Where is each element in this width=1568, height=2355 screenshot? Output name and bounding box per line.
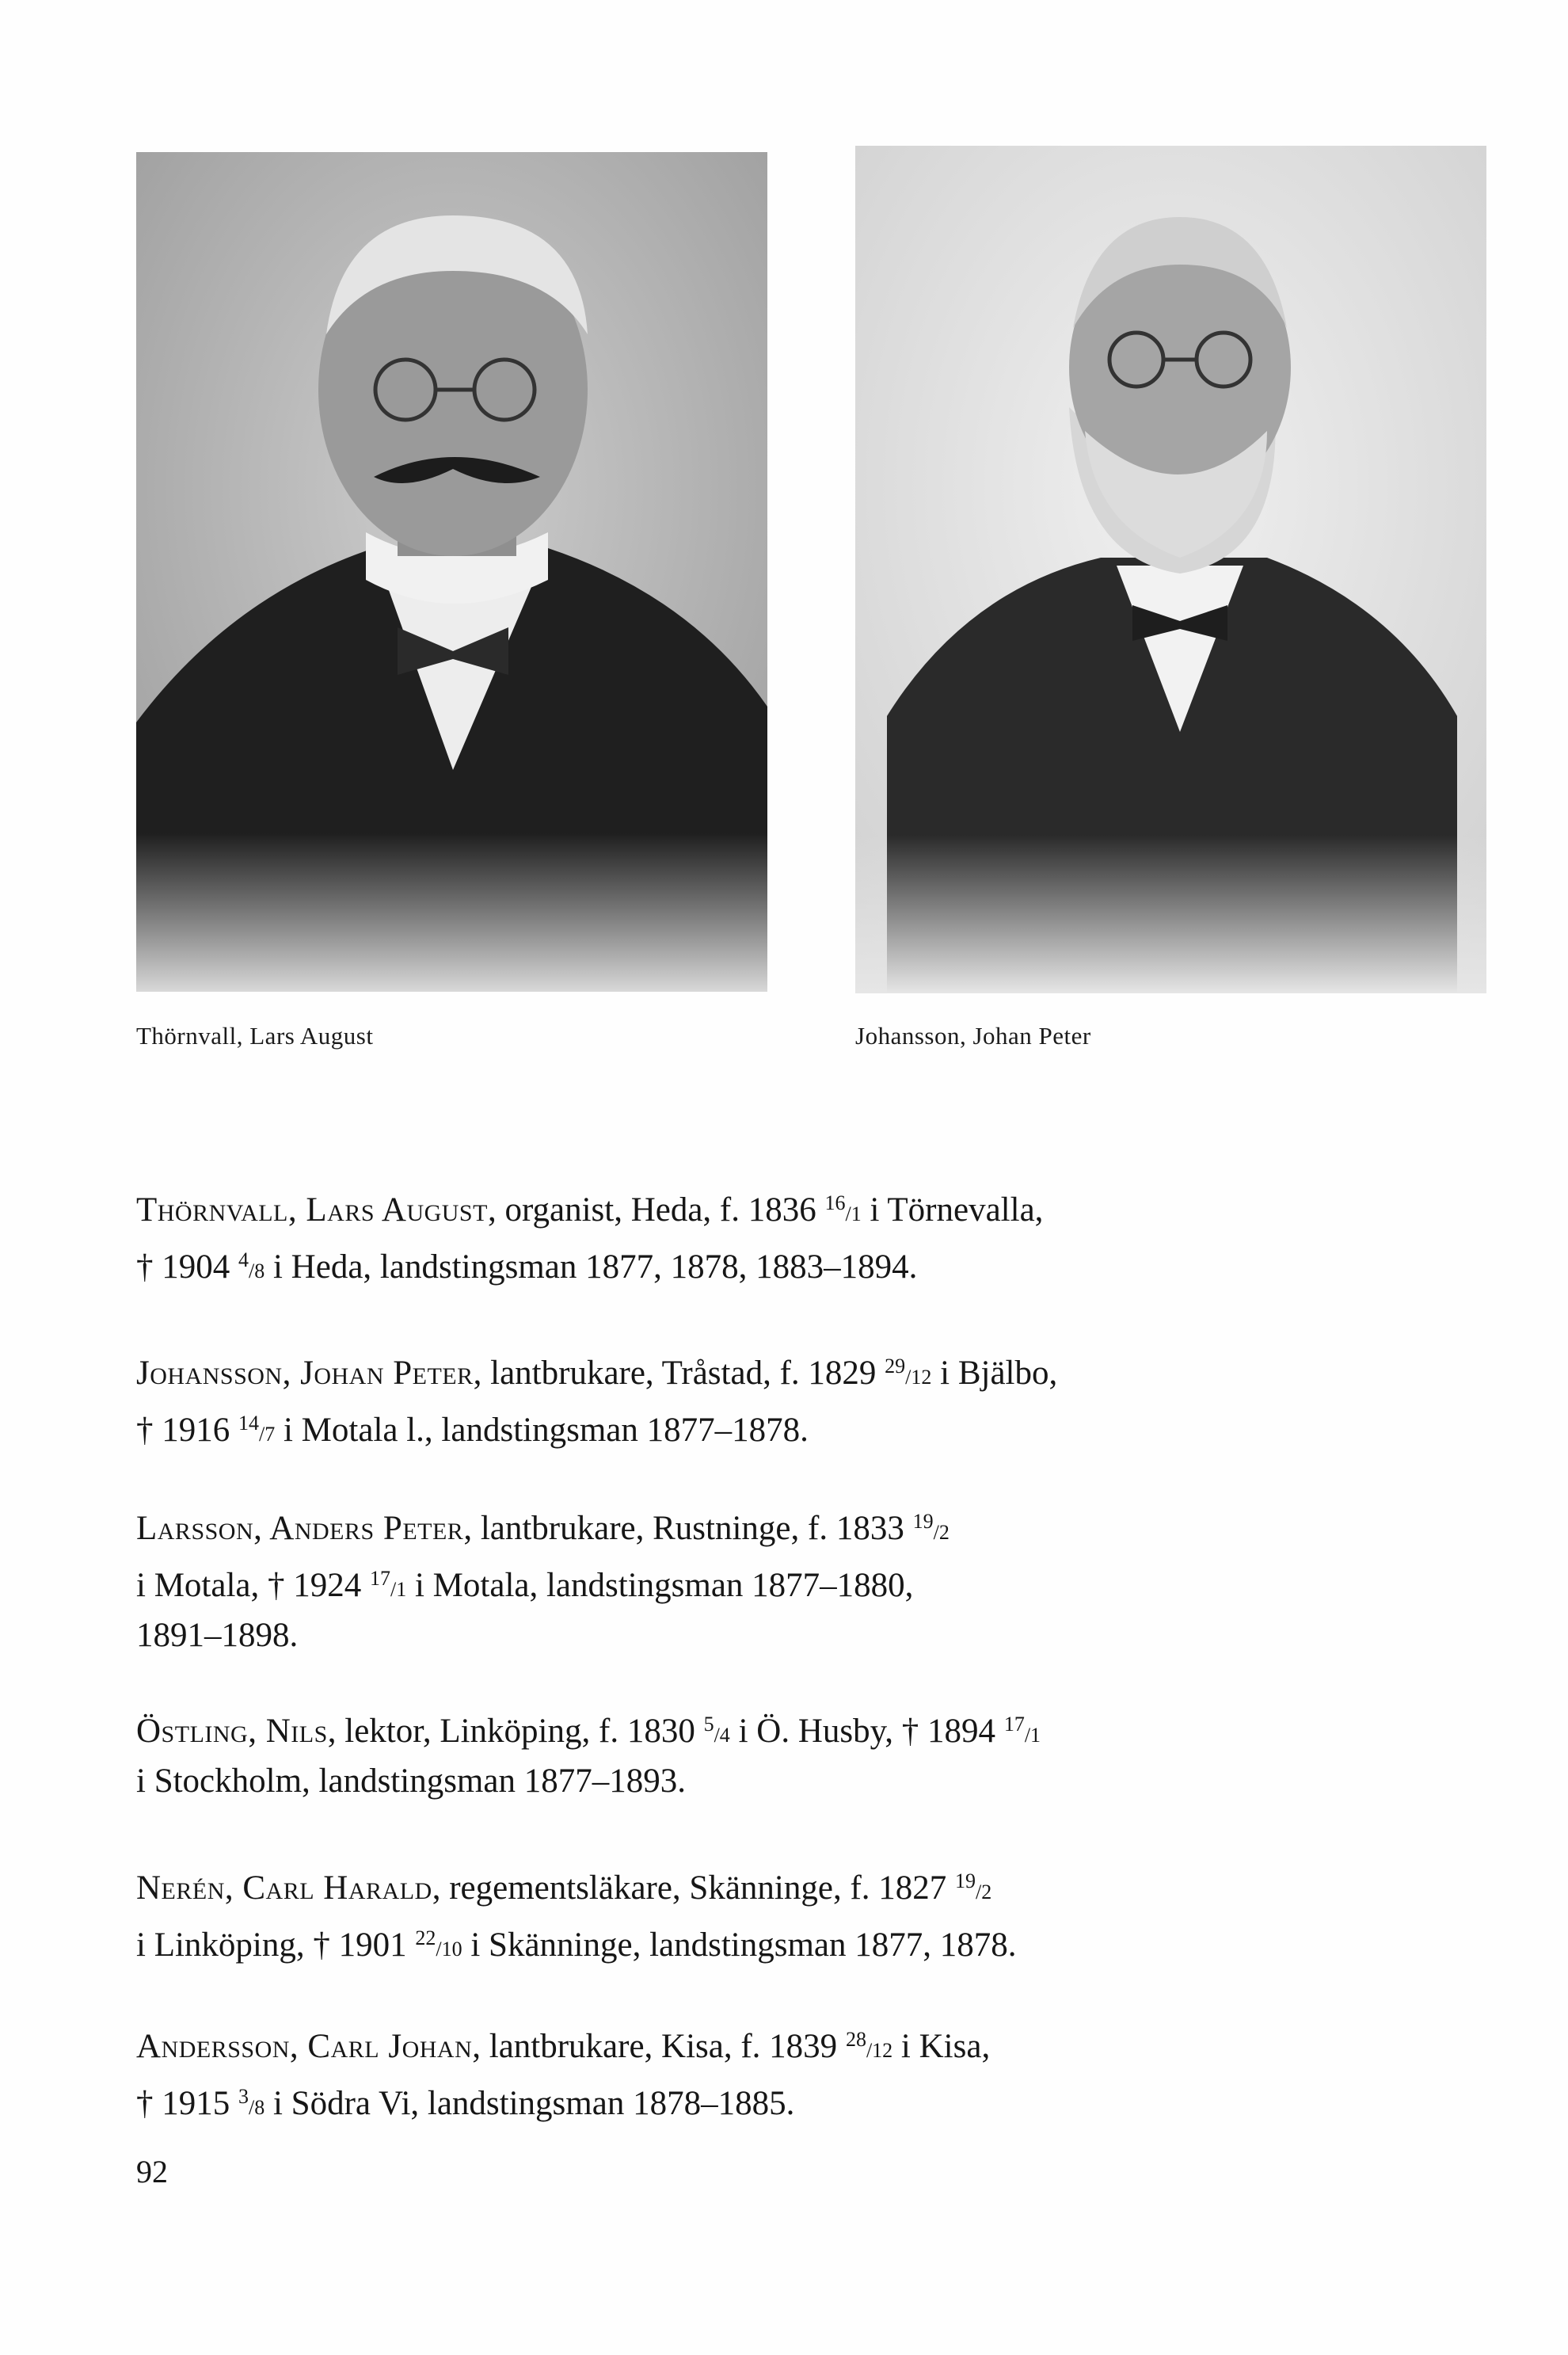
entry-name: Johansson, Johan Peter [136, 1355, 474, 1392]
date-sup: 14 [238, 1412, 259, 1435]
entry-neren [136, 1858, 1189, 1972]
date-sup: 5 [703, 1713, 714, 1736]
date-sup: 19 [955, 1869, 976, 1892]
entry-name: Thörnvall, Lars August [136, 1191, 488, 1229]
date-sup: 17 [1003, 1713, 1025, 1736]
entry-johansson [136, 1343, 1189, 1458]
date-den: /2 [933, 1521, 950, 1544]
caption-right: Johansson, Johan Peter [855, 1022, 1091, 1050]
date-den: /8 [249, 2096, 265, 2119]
date-den: /1 [845, 1202, 862, 1225]
entry-text: i Motala l., landstingsman 1877–1878. [275, 1412, 809, 1449]
date-den: /4 [714, 1724, 730, 1747]
date-sup: 3 [238, 2085, 249, 2108]
entry-text: , lantbrukare, Tråstad, f. 1829 [473, 1355, 885, 1392]
entry-name: Nerén, Carl Harald [136, 1869, 432, 1907]
entry-line [136, 1400, 1189, 1458]
entry-text: † 1904 [136, 1248, 238, 1286]
date-den: /7 [259, 1423, 276, 1446]
entry-text: i Linköping, † 1901 [136, 1926, 416, 1964]
entry-text: † 1915 [136, 2085, 238, 2122]
entry-text: i Heda, landstingsman 1877, 1878, 1883–1894. [265, 1248, 918, 1286]
date-den: /12 [866, 2039, 893, 2062]
entry-text: i Södra Vi, landstingsman 1878–1885. [265, 2085, 795, 2122]
date-sup: 16 [824, 1191, 846, 1214]
entry-line: i Stockholm, landstingsman 1877–1893. [136, 1762, 686, 1800]
entry-line [136, 1915, 1189, 1972]
entry-line: 1891–1898. [136, 1617, 299, 1654]
date-sup: 4 [238, 1248, 249, 1271]
date-sup: 22 [415, 1926, 436, 1949]
date-den: /2 [976, 1881, 992, 1903]
entry-line [136, 2017, 1189, 2074]
portrait-photo-johansson [855, 146, 1486, 993]
entry-line [136, 1237, 1189, 1294]
entry-name: Andersson, Carl Johan [136, 2028, 473, 2065]
entry-ostling [136, 1701, 1189, 1804]
page-number: 92 [136, 2154, 168, 2189]
date-den: /1 [390, 1578, 407, 1601]
date-den: /1 [1024, 1724, 1041, 1747]
entry-text: i Kisa, [892, 2028, 991, 2065]
entry-text: , lektor, Linköping, f. 1830 [327, 1713, 704, 1750]
entry-text: i Motala, † 1924 [136, 1567, 370, 1604]
entry-andersson [136, 2017, 1189, 2131]
entry-name: Larsson, Anders Peter [136, 1510, 464, 1547]
entry-line [136, 1858, 1189, 1915]
date-den: /8 [249, 1259, 265, 1282]
date-den: /10 [436, 1938, 462, 1961]
entry-text: i Bjälbo, [931, 1355, 1058, 1392]
portrait-photo-thornvall [136, 152, 767, 992]
date-sup: 28 [845, 2028, 866, 2051]
entry-text: i Ö. Husby, † 1894 [729, 1713, 1004, 1750]
entry-line [136, 2074, 1189, 2131]
entry-text: , lantbrukare, Rustninge, f. 1833 [463, 1510, 913, 1547]
entry-text: , regementsläkare, Skänninge, f. 1827 [432, 1869, 956, 1907]
entry-line [136, 1499, 1189, 1556]
date-sup: 19 [912, 1510, 934, 1533]
entry-line [136, 1180, 1189, 1237]
entry-line [136, 1701, 1189, 1759]
entry-text: i Motala, landstingsman 1877–1880, [406, 1567, 914, 1604]
caption-left: Thörnvall, Lars August [136, 1022, 374, 1050]
entry-text: , organist, Heda, f. 1836 [487, 1191, 825, 1229]
entry-line [136, 1343, 1189, 1400]
date-den: /12 [905, 1366, 932, 1389]
entry-text: , lantbrukare, Kisa, f. 1839 [472, 2028, 846, 2065]
entry-thornvall [136, 1180, 1189, 1294]
entry-text: † 1916 [136, 1412, 238, 1449]
entry-text: i Törnevalla, [861, 1191, 1044, 1229]
entry-larsson [136, 1499, 1189, 1659]
entry-text: i Skänninge, landstingsman 1877, 1878. [462, 1926, 1017, 1964]
date-sup: 29 [885, 1355, 906, 1378]
entry-name: Östling, Nils [136, 1713, 328, 1750]
portrait-illustration-right [855, 146, 1486, 993]
portrait-illustration-left [136, 152, 767, 992]
date-sup: 17 [370, 1567, 390, 1590]
entry-line [136, 1556, 1189, 1613]
